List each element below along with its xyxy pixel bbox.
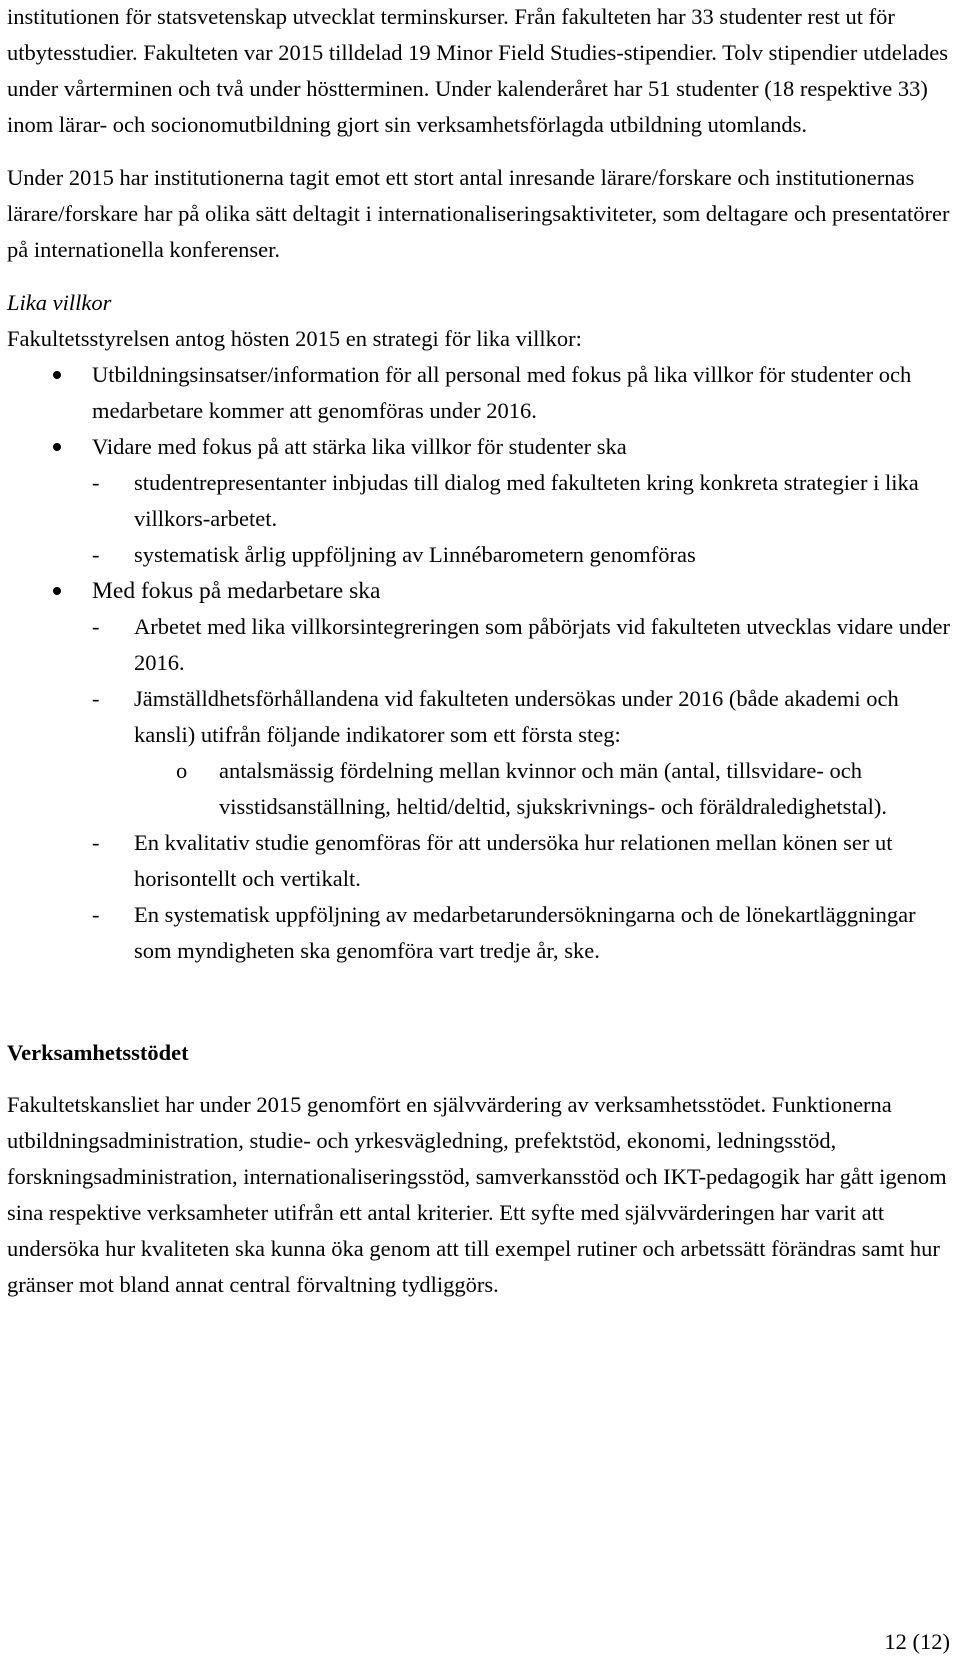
dash-marker: - xyxy=(92,542,100,567)
indicator-list xyxy=(134,753,952,825)
dash-marker: - xyxy=(92,830,100,855)
circle-marker: o xyxy=(176,758,188,783)
strategy-bullet-list xyxy=(7,357,952,969)
verksamhetsstodet-heading: Verksamhetsstödet xyxy=(7,1040,189,1065)
international-exchange-paragraph: Under 2015 har institutionerna tagit emot ett stort antal inresande lärare/forskare och institutionernas lärare/forskare har på olika sätt deltagit i internationaliseringsaktiviteter, som deltagare och presentatörer på internationella konferenser. xyxy=(7,165,950,262)
list-item xyxy=(92,537,952,573)
list-item xyxy=(134,753,952,825)
lika-villkor-heading: Lika villkor xyxy=(7,290,112,315)
dash-marker: - xyxy=(92,902,100,927)
bullet-text: Vidare med fokus på att stärka lika villkor för studenter ska xyxy=(92,434,627,459)
dash-marker: - xyxy=(92,614,100,639)
list-item xyxy=(7,573,952,969)
dash-item-text: studentrepresentanter inbjudas till dialog med fakulteten kring konkreta strategier i lika villkors-arbetet. xyxy=(134,470,919,531)
dash-marker: - xyxy=(92,686,100,711)
dash-list xyxy=(92,465,952,573)
bullet-icon xyxy=(53,587,61,595)
list-item xyxy=(92,681,952,825)
dash-marker: - xyxy=(92,470,100,495)
list-item xyxy=(92,897,952,969)
dash-list xyxy=(92,609,952,969)
bullet-icon xyxy=(53,371,61,379)
bullet-text: Med fokus på medarbetare ska xyxy=(92,578,381,604)
dash-item-text: Jämställdhetsförhållandena vid fakulteten undersökas under 2016 (både akademi och kansli) utifrån följande indikatorer som ett första steg: xyxy=(134,686,899,747)
dash-item-text: En systematisk uppföljning av medarbetarundersökningarna och de lönekartläggningar som myndigheten ska genomföra vart tredje år, ske. xyxy=(134,902,916,963)
document-page xyxy=(7,0,952,1303)
verksamhetsstodet-body: Fakultetskansliet har under 2015 genomfört en självvärdering av verksamhetsstödet. Funktionerna utbildningsadministration, studie- och yrkesvägledning, prefektstöd, ekonomi, ledningsstöd, forskningsadministration, internationaliseringsstöd, samverkansstöd och IKT-pedagogik har gått igenom sina respektive verksamheter utifrån ett antal kriterier. Ett syfte med självvärderingen har varit att undersöka hur kvaliteten ska kunna öka genom att till exempel rutiner och arbetssätt förändras samt hur gränser mot bland annat central förvaltning tydliggörs. xyxy=(7,1092,947,1297)
page-number: 12 (12) xyxy=(884,1629,950,1654)
list-item xyxy=(7,429,952,573)
dash-item-text: En kvalitativ studie genomföras för att undersöka hur relationen mellan könen ser ut horisontellt och vertikalt. xyxy=(134,830,893,891)
bullet-icon xyxy=(53,443,61,451)
list-item xyxy=(7,357,952,429)
list-item xyxy=(92,609,952,681)
list-item xyxy=(92,465,952,537)
intro-paragraph: institutionen för statsvetenskap utvecklat terminskurser. Från fakulteten har 33 studenter rest ut för utbytesstudier. Fakulteten var 2015 tilldelad 19 Minor Field Studies-stipendier. Tolv stipendier utdelades under vårterminen och två under höstterminen. Under kalenderåret har 51 studenter (18 respektive 33) inom lärar- och socionomutbildning gjort sin verksamhetsförlagda utbildning utomlands. xyxy=(7,4,949,137)
list-item xyxy=(92,825,952,897)
bullet-text: Utbildningsinsatser/information för all personal med fokus på lika villkor för studenter och medarbetare kommer att genomföras under 2016. xyxy=(92,362,912,423)
dash-item-text: Arbetet med lika villkorsintegreringen som påbörjats vid fakulteten utvecklas vidare under 2016. xyxy=(134,614,950,675)
lika-villkor-intro: Fakultetsstyrelsen antog hösten 2015 en strategi för lika villkor: xyxy=(7,326,582,351)
indicator-text: antalsmässig fördelning mellan kvinnor och män (antal, tillsvidare- och visstidsanställning, heltid/deltid, sjukskrivnings- och föräldraledighetstal). xyxy=(219,758,888,819)
dash-item-text: systematisk årlig uppföljning av Linnébarometern genomföras xyxy=(134,542,696,567)
